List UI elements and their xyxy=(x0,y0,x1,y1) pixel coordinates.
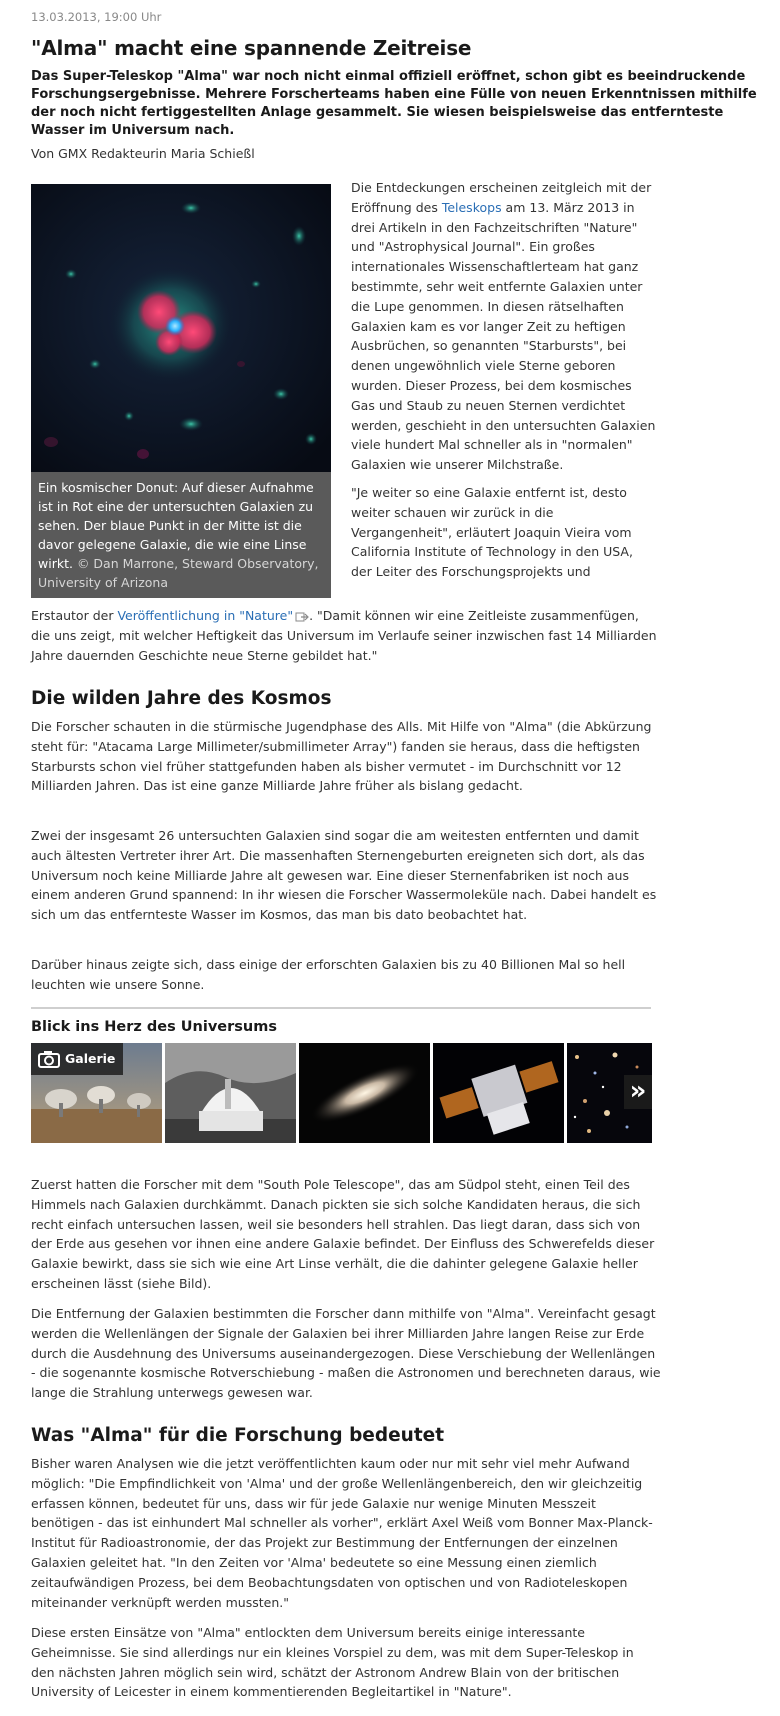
paragraph-1-text-a: Die Entdeckungen erscheinen zeitgleich mit der Eröffnung des xyxy=(351,180,652,215)
paragraph-9: Diese ersten Einsätze von "Alma" entlockten dem Universum bereits einige interessante Geheimnisse. Sie sind allerdings nur ein kleines Vorspiel zu dem, was mit dem Super-Teleskop in den nächsten Jahren möglich sein wird, schätzt der Astronom Andrew Blain von der britischen University of Leicester in einem kommentierenden Begleitartikel in "Nature". xyxy=(31,1625,634,1700)
section-heading-1: Die wilden Jahre des Kosmos xyxy=(31,688,332,709)
gallery-thumb-5[interactable] xyxy=(567,1043,652,1143)
image-gallery xyxy=(31,1043,652,1143)
float-text-column xyxy=(351,178,656,582)
article-figure xyxy=(31,184,331,590)
teleskops-link[interactable]: Teleskops xyxy=(441,199,502,215)
gallery-badge-label: Galerie xyxy=(65,1051,116,1066)
article-date: 13.03.2013, 19:00 Uhr xyxy=(31,10,162,24)
galaxy-image[interactable] xyxy=(31,184,331,472)
divider xyxy=(31,1007,651,1009)
paragraph-3: Die Forscher schauten in die stürmische Jugendphase des Alls. Mit Hilfe von "Alma" (die Abkürzung steht für: "Atacama Large Millimeter/submillimeter Array") fanden sie heraus, dass die heftigsten Starbursts schon viel früher stattgefunden haben als bisher vermutet - im Durchschnitt vor 12 Milliarden Jahren. Das ist eine ganze Milliarde Jahre früher als bislang gedacht. xyxy=(31,719,652,794)
paragraph-1-text-b: am 13. März 2013 in drei Artikeln in den Fachzeitschriften "Nature" und "Astrophysical Journal". Ein großes internationales Wissenschaftlerteam hat ganz bestimmte, sehr weit entfernte Galaxien unter die Lupe genommen. In diesen rätselhaften Galaxien kam es vor langer Zeit zu heftigen Ausbrüchen, so genannten "Starbursts", bei denen ungewöhnlich viele Sterne geboren wurden. Dieser Prozess, bei dem kosmisches Gas und Staub zu neuen Sternen verdichtet werden, geschieht in den untersuchten Galaxien viele hundert Mal schneller als in "normalen" Galaxien wie unserer Milchstraße. xyxy=(351,199,656,473)
paragraph-8: Bisher waren Analysen wie die jetzt veröffentlichten kaum oder nur mit sehr viel mehr Aufwand möglich: "Die Empfindlichkeit von 'Alma' und der große Wellenlängenbereich, den wir gleichzeitig erfassen können, bedeutet für uns, dass wir für jede Galaxie nur wenige Minuten Messzeit benötigen - das ist einhundert Mal schneller als vorher", erklärt Axel Weiß vom Bonner Max-Planck-Institut für Radioastronomie, der das Projekt zur Bestimmung der Entfernungen der einzelnen Galaxien geleitet hat. "In den Zeiten vor 'Alma' bedeutete so eine Messung einen ziemlich zeitaufwändigen Prozess, bei dem Beobachtungsdaten von optischen und von Radioteleskopen miteinander verknüpft werden mussten." xyxy=(31,1456,653,1610)
paragraph-4: Zwei der insgesamt 26 untersuchten Galaxien sind sogar die am weitesten entfernten und damit auch ältesten Vertreter ihrer Art. Die massenhaften Sternengeburten ereigneten sich dort, als das Universum noch keine Milliarde Jahre alt gewesen war. Eine dieser Sternenfabriken ist noch aus einem anderen Grund spannend: In ihr wiesen die Forscher Wassermoleküle nach. Dabei handelt es sich um das entfernteste Wasser im Kosmos, das man bis dato beobachtet hat. xyxy=(31,828,657,923)
figure-credit: © Dan Marrone, Steward Observatory, University of Arizona xyxy=(38,556,319,590)
section-heading-2: Was "Alma" für die Forschung bedeutet xyxy=(31,1425,445,1446)
paragraph-7: Die Entfernung der Galaxien bestimmten die Forscher dann mithilfe von "Alma". Vereinfacht gesagt werden die Wellenlängen der Signale der Galaxien bei ihrer Milliarden Jahre langen Reise zur Erde durch die Ausdehnung des Universums auseinandergezogen. Diese Verschiebung der Wellenlängen - die sogenannte kosmische Rotverschiebung - maßen die Astronomen und berechneten daraus, wie lange die Strahlung unterwegs gewesen war. xyxy=(31,1306,661,1401)
gallery-next-button[interactable] xyxy=(624,1075,652,1109)
paragraph-2-end xyxy=(31,606,661,665)
article-author: Von GMX Redakteurin Maria Schießl xyxy=(31,146,255,161)
external-link-icon[interactable] xyxy=(295,612,309,622)
gallery-thumb-1[interactable] xyxy=(31,1043,162,1143)
figure-caption-text: Ein kosmischer Donut: Auf dieser Aufnahme ist in Rot eine der untersuchten Galaxien zu sehen. Der blaue Punkt in der Mitte ist die davor gelegene Galaxie, die wie eine Linse wirkt. xyxy=(38,480,314,571)
camera-icon xyxy=(38,1050,60,1068)
article-title: "Alma" macht eine spannende Zeitreise xyxy=(31,36,472,60)
paragraph-2-text-b: Erstautor der xyxy=(31,608,118,623)
figure-caption xyxy=(31,472,331,598)
paragraph-2-start: "Je weiter so eine Galaxie entfernt ist, desto weiter schauen wir zurück in die Vergangenheit", erläutert Joaquin Vieira vom California Institute of Technology in den USA, der Leiter des Forschungsprojekts und xyxy=(351,484,633,580)
nature-publication-link[interactable]: Veröffentlichung in "Nature" xyxy=(117,608,294,623)
paragraph-5: Darüber hinaus zeigte sich, dass einige der erforschten Galaxien bis zu 40 Billionen Mal so hell leuchten wie unsere Sonne. xyxy=(31,957,626,992)
gallery-thumb-2[interactable] xyxy=(165,1043,296,1143)
gallery-thumb-4[interactable] xyxy=(433,1043,564,1143)
gallery-badge[interactable] xyxy=(31,1043,123,1075)
gallery-title: Blick ins Herz des Universums xyxy=(31,1019,277,1035)
double-chevron-right-icon: » xyxy=(629,1076,647,1106)
paragraph-6: Zuerst hatten die Forscher mit dem "South Pole Telescope", das am Südpol steht, einen Teil des Himmels nach Galaxien durchkämmt. Danach pickten sie sich solche Kandidaten heraus, die sich recht einfach untersuchen lassen, weil sie besonders hell strahlen. Das liegt daran, dass sich von der Erde aus gesehen vor ihnen eine andere Galaxie befindet. Der Einfluss des Schwerefelds dieser Galaxie bewirkt, dass sie sich wie eine Art Linse verhält, die die dahinter gelegene Galaxie heller erscheinen lässt (siehe Bild). xyxy=(31,1177,655,1291)
article-lead: Das Super-Teleskop "Alma" war noch nicht einmal offiziell eröffnet, schon gibt es beeindruckende Forschungsergebnisse. Mehrere Forscherteams haben eine Fülle von neuen Erkenntnissen mithilfe der noch nicht fertiggestellten Anlage gesammelt. Sie wiesen beispielsweise das entfernteste Wasser im Universum nach. xyxy=(31,69,757,138)
paragraph-1 xyxy=(351,178,656,475)
gallery-thumb-3[interactable] xyxy=(299,1043,430,1143)
paragraph-2-text-c: . "Damit können wir eine Zeitleiste zusammenfügen, die uns zeigt, mit welcher Heftigkeit das Universum im Verlaufe seiner inzwischen fast 14 Milliarden Jahre dauernden Geschichte neue Sterne gebildet hat." xyxy=(31,608,657,663)
